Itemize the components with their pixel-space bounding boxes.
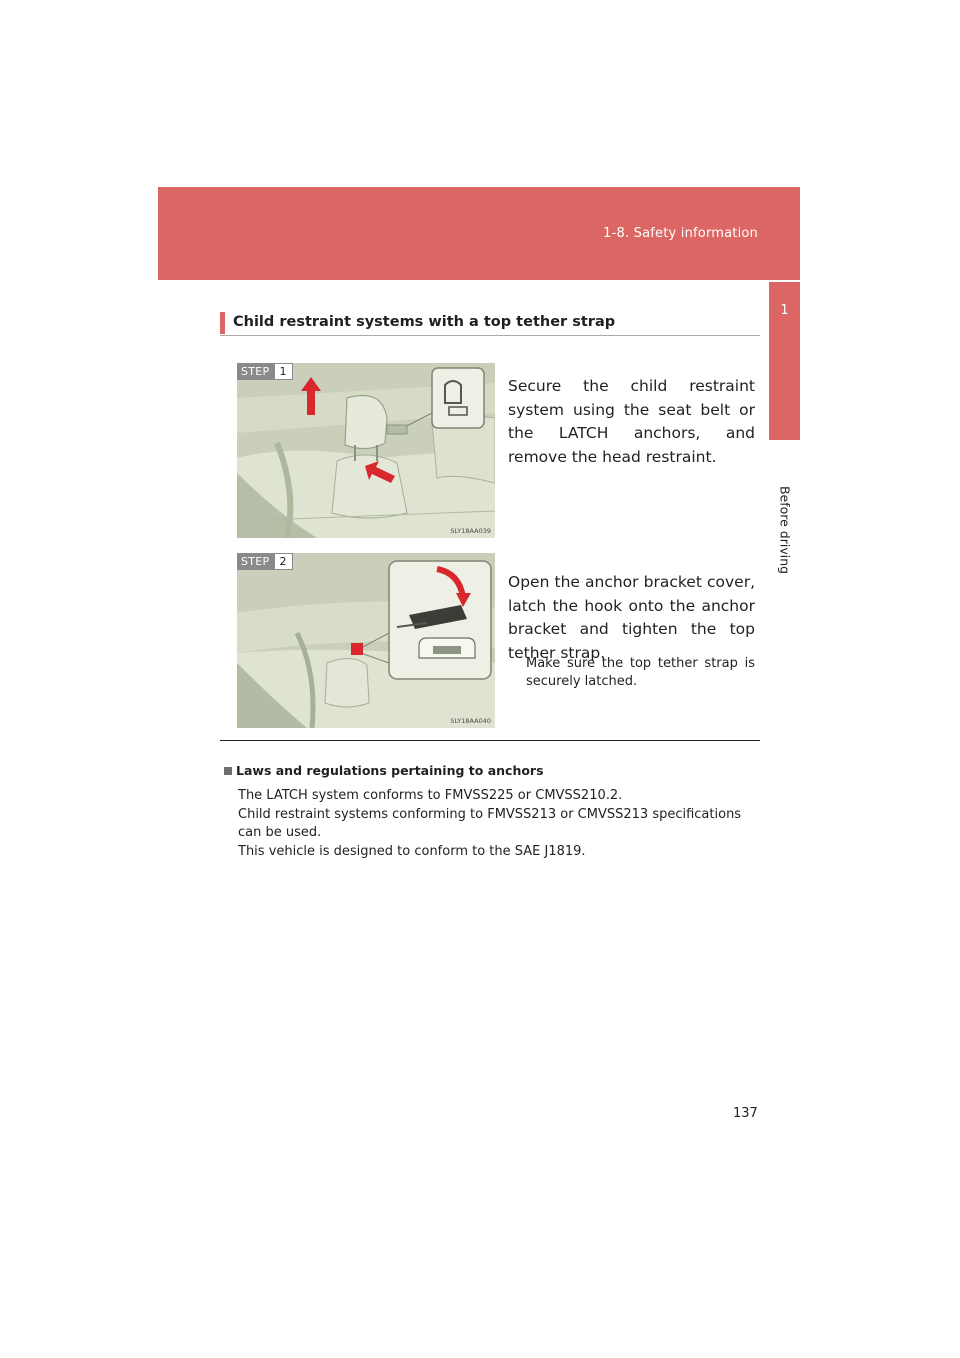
notes-heading [224,763,544,778]
page-number: 137 [733,1106,758,1121]
chapter-tab [769,282,800,440]
step-2-text: Open the anchor bracket cover, latch the hook onto the anchor bracket and tighten the top tether strap. [508,573,755,662]
chapter-label-wrap [772,460,798,600]
step-2-badge-number: 2 [274,553,293,570]
notes-heading-text: Laws and regulations pertaining to anchors [236,763,544,778]
step-2-note: Make sure the top tether strap is securely latched. [526,656,755,689]
step-2-illustration [237,553,495,728]
header-section-title: 1-8. Safety information [603,226,758,241]
step-2-badge-word: STEP [237,553,274,570]
step-1-badge-word: STEP [237,363,274,380]
step-1-badge [237,363,293,380]
header-band [158,187,800,280]
section-heading [220,312,760,336]
step-1-badge-number: 1 [274,363,293,380]
chapter-label: Before driving [777,485,793,575]
square-bullet-icon [224,767,232,775]
anchor-bracket-drawing [237,553,495,728]
notes-line: This vehicle is designed to conform to the SAE J1819. [238,843,586,859]
step-1-figure-code: SLY18AA039 [450,527,491,535]
step-1-illustration [237,363,495,538]
section-heading-bar [220,312,225,334]
notes-body [238,787,755,861]
section-title: Child restraint systems with a top tether strap [233,314,616,330]
step-1-text: Secure the child restraint system using the seat belt or the LATCH anchors, and remove the head restraint. [508,377,755,466]
headrest-removal-drawing [237,363,495,538]
chapter-number: 1 [780,303,789,318]
step-2-figure-code: SLY18AA040 [450,717,491,725]
step-2-badge [237,553,293,570]
notes-line: The LATCH system conforms to FMVSS225 or CMVSS210.2. [238,788,623,803]
notes-line: Child restraint systems conforming to FMVSS213 or CMVSS213 specifications can be used. [238,806,742,840]
section-divider [220,740,760,741]
